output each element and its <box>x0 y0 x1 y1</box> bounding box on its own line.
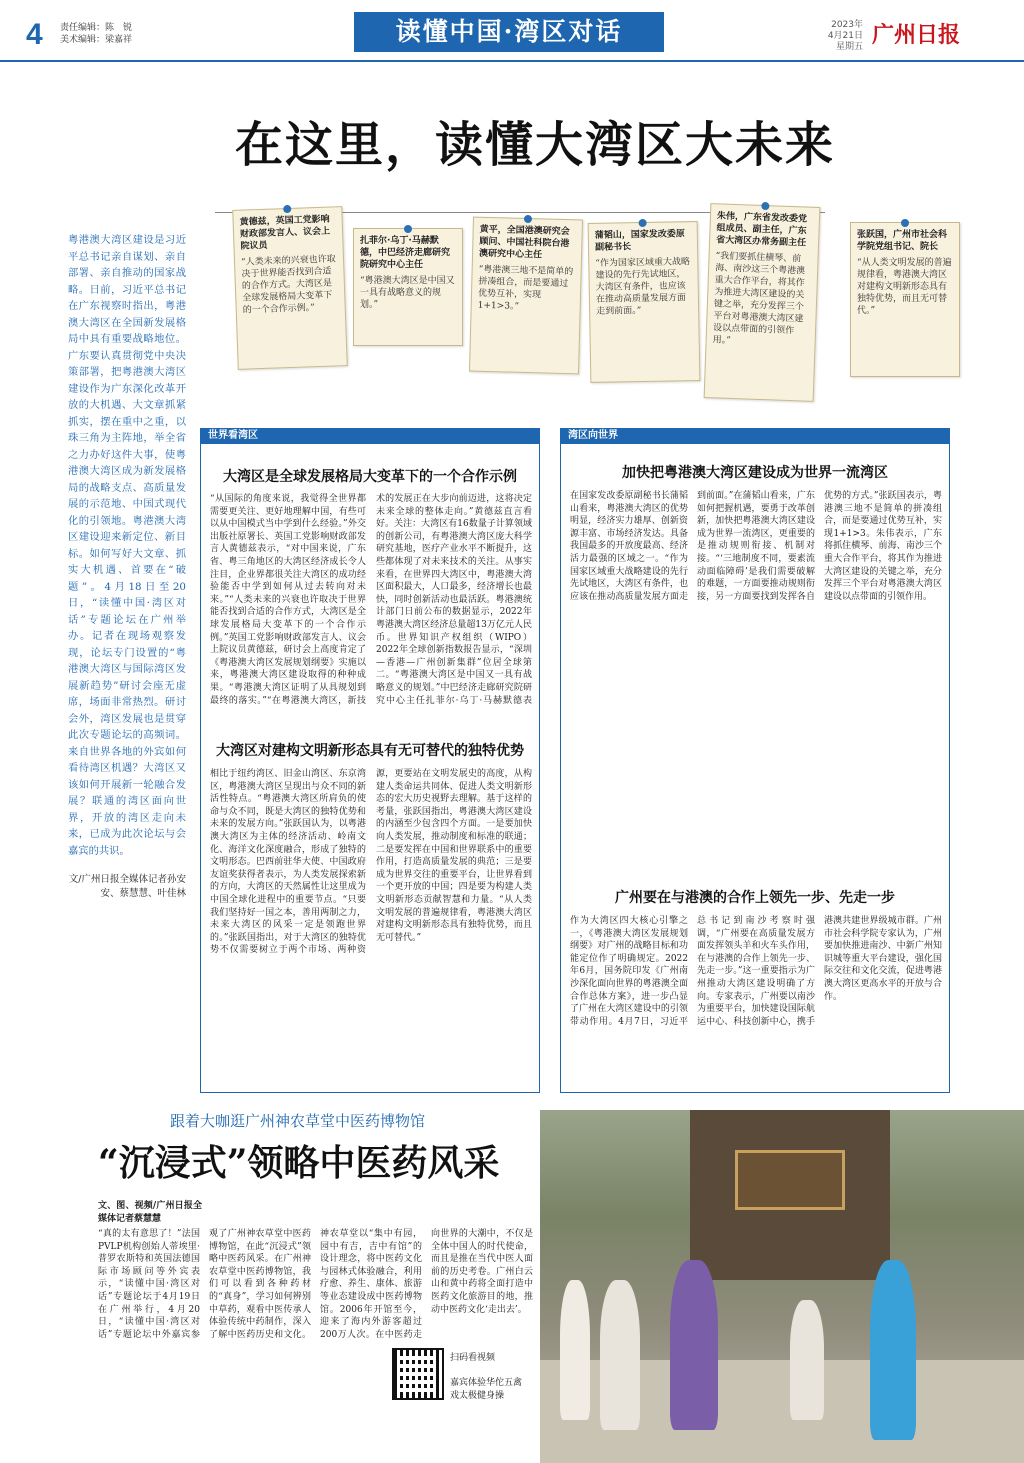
quote-card <box>232 206 348 370</box>
qr-code[interactable] <box>392 1348 444 1400</box>
speaker-quote: “人类未来的兴衰也许取决于世界能否找到合适的合作方式。大湾区是全球发展格局大变革下的一个合作示例。” <box>240 254 336 316</box>
scan-hint <box>450 1352 530 1403</box>
intro-column <box>68 232 186 901</box>
intro-byline: 文/广州日报全媒体记者孙安安、蔡慧慧、叶佳林 <box>68 874 186 899</box>
pin-icon <box>761 202 769 210</box>
article-body: 作为大湾区四大核心引擎之一，《粤港澳大湾区发展规划纲要》对广州的战略目标和功能定位作了明确规定。2022年6月，国务院印发《广州南沙深化面向世界的粤港澳全面合作总体方案》，进一步凸显了广州在大湾区建设中的引领带动作用。4月7日，习近平总书记到南沙考察时强调，“广州要在高质量发展方面发挥领头羊和火车头作用，在与港澳的合作上领先一步、先走一步。”这一重要指示为广州推动大湾区建设明确了方向。专家表示，广州要以南沙为重要平台，加快建设国际航运中心、科技创新中心，携手港澳共建世界级城市群。广州市社会科学院专家认为，广州要加快推进南沙、中新广州知识城等重大平台建设，强化国际交往和文化交流，促进粤港澳大湾区更高水平的开放与合作。 <box>570 916 942 1027</box>
scan-label: 扫码看视频 <box>450 1353 496 1363</box>
feature-headline: “沉浸式”领略中医药风采 <box>98 1142 500 1184</box>
intro-text: 粤港澳大湾区建设是习近平总书记亲自谋划、亲自部署、亲自推动的国家战略。日前，习近平总书记在广东视察时指出，粤港澳大湾区在全国新发展格局中具有重要战略地位。广东要认真贯彻党中央决策部署，把粤港澳大湾区建设作为广东深化改革开放的大机遇、大文章抓紧抓实，摆在重中之重，以珠三角为主阵地，举全省之力办好这件大事，使粤港澳大湾区成为新发展格局的战略支点、高质量发展的示范地、中国式现代化的引领地。粤港澳大湾区建设迎来新定位、新目标。如何写好大文章、抓实大机遇、首要在“破题”。4月18日至20日，“读懂中国·湾区对话”专题论坛在广州举办。记者在现场观察发现，论坛专门设置的“粤港澳大湾区与国际湾区发展新趋势”研讨会座无虚席，场面非常热烈。研讨会外，湾区发展也是贯穿此次专题论坛的高频词。来自世界各地的外宾如何看待湾区机遇？大湾区又该如何开展新一轮融合发展？联通的湾区面向世界，开放的湾区走向未来，已成为此次论坛与会嘉宾的共识。 <box>68 234 186 857</box>
photo-caption: 嘉宾体验华佗五禽戏太极健身操 <box>450 1378 523 1401</box>
article-body: “从国际的角度来说，我觉得全世界都需要更关注、更好地理解中国，有些可以从中国模式当中学到什么经验。”外交出版社原署长、英国工党影响财政部发言人黄德兹表示，“对中国来说，广东省、粤三角地区的大湾区经济成长令人注目，企业界都很关注大湾区的成功经验能否中学到如何从过去转向对未来。”“人类未来的兴衰也许取决于世界能否找到合适的合作方式，大湾区是全球发展格局大变革下的一个合作示例。”英国工党影响财政部发言人、议会上院议员黄德兹，研讨会上高度肯定了《粤港澳大湾区发展规划纲要》实施以来，粤港澳大湾区建设取得的种种成果。“粤港澳大湾区证明了从具规划到最终的落实。”“在粤港澳大湾区，新技术的发展正在大步向前迈进，这将决定未来全球的整体走向。”黄德兹直言看好。关注：大湾区有16数量子计算领域的创新公司，有粤港澳大湾区庞大科学研究基地，医疗产业水平不断提升，这些都体现了对未来技术的关注。从事实来看，在世界四大湾区中，粤港澳大湾区面积最大，人口最多，经济增长也最快，同时创新活动也最活跃。粤港澳统计部门日前公布的数据显示，2022年粤港澳大湾区经济总量超13万亿元人民币。世界知识产权组织（WIPO）2022年全球创新指数报告显示，“深圳—香港—广州创新集群”位居全球第二。“粤港澳大湾区是中国又一具有战略意义的规划。”中巴经济走廊研究院研究中心主任扎菲尔·乌丁·马赫默德表 <box>210 494 532 706</box>
plaque <box>735 1150 845 1210</box>
speaker-quote: “粤港澳大湾区是中国又一具有战略意义的规划。” <box>360 276 455 310</box>
quote-card <box>588 221 701 383</box>
person <box>870 1260 916 1440</box>
speaker-quote: “作为国家区域重大战略建设的先行先试地区，大湾区有条件，也应该在推动高质量发展方面走到前面。” <box>595 257 691 317</box>
quote-card <box>353 228 463 346</box>
speaker-quote: “粤港澳三地不是简单的拼凑组合，而是要通过优势互补，实现1+1>3。” <box>477 264 574 312</box>
pin-icon <box>524 215 532 223</box>
page-number: 4 <box>26 18 43 51</box>
pin-icon <box>283 205 291 213</box>
speaker-name: 张跃国，广州市社会科学院党组书记、院长 <box>857 230 948 252</box>
speaker-name: 蒲韬山，国家发改委原副秘书长 <box>594 229 685 253</box>
article-body: 相比于纽约湾区、旧金山湾区、东京湾区，粤港澳大湾区呈现出与众不同的新活性特点。“粤港澳大湾区所肩负的使命与众不同，既是大湾区的独特优势和未来的发展方向。”张跃国认为，以粤港澳大湾区为主体的经济活动、岭南文化、海洋文化深度融合，形成了独特的文明形态。巴西前驻华大使、中国政府友谊奖获得者表示，为人类发展探索新的方向，大湾区的天然属性让这里成为中国全球化进程中的重要节点。“只要我们坚持好一国之本，善用两制之力，未来大湾区的风采一定是领跑世界的。”张跃国指出，对于大湾区的独特优势不仅需要树立于两个市场、两种资源，更要站在文明发展史的高度，从构建人类命运共同体、促进人类文明新形态的宏大历史视野去理解。基于这样的考量，张跃国指出，粤港澳大湾区建设的内涵至少包含四个方面。一是要加快向人类发展，推动制度和标准的联通；二是要发挥在中国和世界联系中的重要作用，打造高质量发展的典范；三是要成为世界交往的重要平台，让世界看到一个更开放的中国；四是要为构建人类文明新形态贡献智慧和力量。“从人类文明发展的普遍规律看，粤港澳大湾区对建构文明新形态具有独特优势，而且无可替代。” <box>210 769 532 956</box>
date-year: 2023年 <box>831 20 863 30</box>
speaker-quote: “我们要抓住横琴、前海、南沙这三个粤港澳重大合作平台，将其作为推进大湾区建设的关键之举，充分发挥三个平台对粤港澳大湾区建设以点带面的引领作用。” <box>712 251 806 346</box>
editor-line: 美术编辑：梁嘉祥 <box>60 35 133 45</box>
pin-icon <box>901 219 909 227</box>
person <box>670 1260 718 1430</box>
editor-credits <box>60 22 132 46</box>
section-banner: 读懂中国·湾区对话 <box>354 12 664 52</box>
newspaper-logo: 广州日报 <box>872 22 961 48</box>
person <box>600 1280 640 1430</box>
person <box>790 1300 824 1420</box>
article-head: 广州要在与港澳的合作上领先一步、先走一步 <box>615 890 895 906</box>
main-headline: 在这里，读懂大湾区大未来 <box>234 117 835 173</box>
speaker-name: 黄德兹，英国工党影响财政部发言人、议会上院议员 <box>239 214 331 252</box>
page-header <box>0 0 1024 62</box>
quote-card <box>850 222 960 377</box>
speaker-name: 黄平，全国港澳研究会顾问、中国社科院台港澳研究中心主任 <box>478 224 570 261</box>
article-body: 在国家发改委原副秘书长蒲韬山看来，粤港澳大湾区的优势明显，经济实力雄厚、创新资源丰富、市场经济发达。具备我国最多的开放度最高、经济活力最强的区域之一。“作为国家区域重大战略建设的先行先试地区，大湾区有条件，也应该在推动高质量发展方面走到前面。”在蒲韬山看来，广东如何把握机遇，要勇于改革创新，加快把粤港澳大湾区建设成为世界一流湾区，更重要的是推动规则衔接、机制对接。“‘三地制度不同，要素流动面临障碍’是我们需要破解的难题，一方面要推动规则衔接，另一方面要找到发挥各自优势的方式。”张跃国表示，粤港澳三地不是简单的拼凑组合，而是要通过优势互补，实现1+1>3。朱伟表示，广东将抓住横琴、前海、南沙三个重大合作平台，将其作为推进大湾区建设的关键之举，充分发挥三个平台对粤港澳大湾区建设以点带面的引领作用。 <box>570 491 942 602</box>
speaker-quote: “从人类文明发展的普遍规律看，粤港澳大湾区对建构文明新形态具有独特优势，而且无可替代。” <box>857 258 952 316</box>
world-section-label: 世界看湾区 <box>200 428 540 444</box>
issue-date <box>813 20 863 53</box>
feature-photo <box>540 1110 1024 1463</box>
quote-card <box>704 203 821 402</box>
speaker-name: 朱伟，广东省发改委党组成员、副主任，广东省大湾区办常务副主任 <box>715 211 808 249</box>
date-day: 4月21日 <box>827 31 863 41</box>
feature-kicker: 跟着大咖逛广州神农草堂中医药博物馆 <box>170 1112 426 1130</box>
pin-icon <box>639 219 647 227</box>
feature-body: “真的太有意思了！”法国PVLP机构创始人蒂埃里·普罗农斯特和英国法德国际市场顾问等外宾表示，“读懂中国·湾区对话”专题论坛于4月19日在广州举行，4月20日，“读懂中国·湾区对话”专题论坛中外嘉宾参观了广州神农草堂中医药博物馆，在此“沉浸式”领略中医药风采。在广州神农草堂中医药博物馆，我们可以看到各种药材的“真身”，学习如何辨别中草药，观看中医传承人体验传统中药制作，深入了解中医药历史和文化。神农草堂以“集中有园，园中有吉，吉中有馆”的设计理念，将中医药文化与园林式体验融合，利用疗愈、养生、康体、旅游等业态建设成中医药博物馆。2006年开馆至今，迎来了海内外游客超过200万人次。在中医药走向世界的大潮中，不仅是全体中国人的时代使命，而且是推在当代中医人面前的历史考卷。广州白云山和黄中药将全面打造中医药文化旅游目的地，推动中医药文化‘走出去’。 <box>98 1229 533 1340</box>
bay-section-label: 湾区向世界 <box>560 428 950 444</box>
date-weekday: 星期五 <box>835 42 863 52</box>
article-head: 大湾区是全球发展格局大变革下的一个合作示例 <box>223 469 517 485</box>
article-head: 大湾区对建构文明新形态具有无可替代的独特优势 <box>216 743 524 759</box>
pin-icon <box>404 225 412 233</box>
person <box>560 1280 590 1420</box>
article-head: 加快把粤港澳大湾区建设成为世界一流湾区 <box>622 465 888 481</box>
editor-line: 责任编辑：陈 锐 <box>60 23 133 33</box>
quote-card <box>469 217 583 375</box>
feature-byline: 文、图、视频/广州日报全媒体记者蔡慧慧 <box>98 1201 202 1224</box>
speaker-name: 扎菲尔·乌丁·马赫默德，中巴经济走廊研究院研究中心主任 <box>360 236 451 270</box>
